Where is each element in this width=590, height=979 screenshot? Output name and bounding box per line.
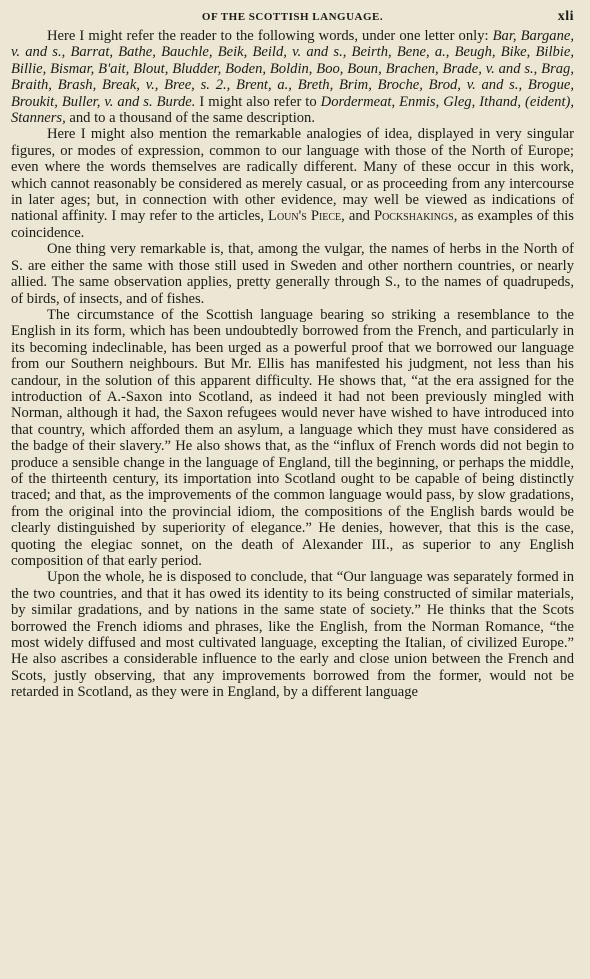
paragraph-1-end: and to a thousand of the same description. [69,110,315,127]
paragraph-ellis-argument: The circumstance of the Scottish language bearing so striking a resemblance to the English in its form, which has been undoubtedly borrowed from the French, and particularly in its becoming indeclinable, has been urged as a powerful proof that we borrowed our language from our Southern neighbours. But Mr. Ellis has manifested his judgment, not less than his candour, in the solution of this apparent difficulty. He shows that, “at the era assigned for the introduction of A.-Saxon into Scotland, as indeed it had not been previously mingled with Norman, although it had, the Saxon refugees would never have wished to have introduced into that country, which afforded them an asylum, a language which they must have considered as the badge of their slavery.” He also shows that, as the “influx of French words did not begin to produce a sensible change in the language of England, till the beginning, or perhaps the middle, of the thirteenth century, its importation into Scotland ought to be capable of being distinctly traced; and that, as the improvements of the common language would pass, by slow gradations, from the original into the provincial idiom, the compositions of the English bards would be clearly distinguished by superiority of elegance.” He denies, however, that this is the case, quoting the elegiac sonnet, on the death of Alexander III., as superior to any English composition of that early period. [11,306,574,569]
paragraph-herb-names: One thing very remarkable is, that, among the vulgar, the names of herbs in the North of S. are either the same with those still used in Sweden and other northern countries, or nearly allied. The same observation applies, pretty generally through S., to the names of quadrupeds, of birds, of insects, and of fishes. [11,241,574,307]
paragraph-conclusion: Upon the whole, he is disposed to conclude, that “Our language was separately formed in the two countries, and that it has owed its identity to its being constructed of similar materials, by similar gradations, and by nations in the same state of society.” He thinks that the Scots borrowed the French idioms and phrases, like the English, from the Norman Romance, “the most widely diffused and most cultivated language, excepting the Italian, of civilized Europe.” He also ascribes a considerable influence to the early and close union between the French and Scots, justly observing, that any improvements borrowed from the former, would not be retarded in Scotland, as they were in England, by a different language [11,569,574,701]
article-reference-louns-piece: Loun's Piece [268,208,342,225]
running-head: OF THE SCOTTISH LANGUAGE. [201,11,384,23]
paragraph-2-and: , and [341,208,370,225]
word-list-b: Bar, Bargane, v. and s., Barrat, Bathe, Bauchle, Beik, Beild, v. and s., Beirth, Bene, a., Beugh, Bike, Bilbie, Billie, Bismar, B'ait, Blout, Bludder, Boden, Boldin, Boo, Boun, Brachen, Brade, v. and s., Brag, Braith, Brash, Break, v., Bree, s. 2., Brent, a., Breth, Brim, Broche, Brod, v. and s., Brogue, Broukit, Buller, v. and s. Burde. [11,28,574,110]
page-number: xli [557,9,574,24]
article-reference-pockshakings: Pockshakings [373,208,454,225]
paragraph-1-intro: Here I might refer the reader to the following words, under one letter only: [47,28,489,44]
paragraph-2-end: , as examples of this coincidence. [11,208,574,241]
paragraph-1-mid: I might also refer to [199,93,317,110]
word-list-misc: Dordermeat, Enmis, Gleg, Ithand, (eident), Stanners, [11,93,575,127]
body-text [11,28,574,701]
page-header [11,4,574,28]
paragraph-2-text: Here I might also mention the remarkable analogies of idea, displayed in very singular figures, or modes of expression, common to our language with those of the North of Europe; even where the words themselves are radically different. Many of these occur in this work, which cannot reasonably be considered as merely casual, or as proceeding from any intercourse in later ages; but, in connection with other evidence, may well be viewed as indications of national affinity. I may refer to the articles, [11,126,574,225]
paragraph-analogies [11,126,574,241]
paragraph-word-list [11,28,574,126]
